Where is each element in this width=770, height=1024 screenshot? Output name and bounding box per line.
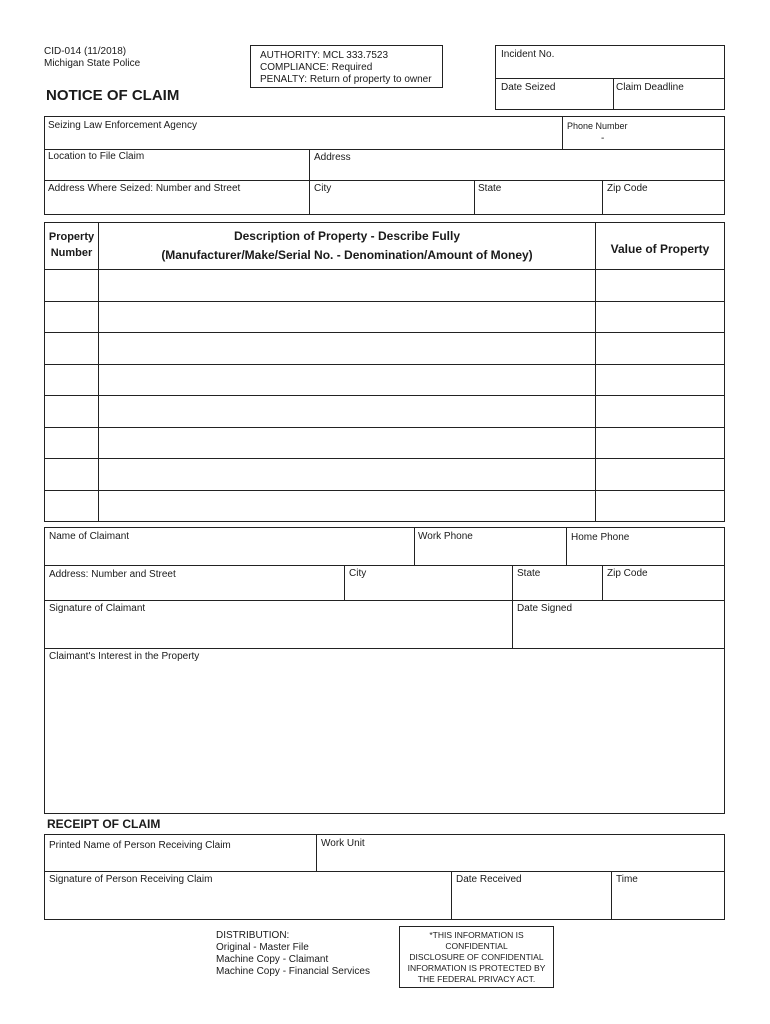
distribution-line: Original - Master File xyxy=(216,942,309,953)
address-input[interactable] xyxy=(311,164,721,178)
seizing-agency-label: Seizing Law Enforcement Agency xyxy=(48,120,197,131)
property-number-input[interactable] xyxy=(47,493,97,519)
city-label: City xyxy=(314,183,332,194)
property-number-input[interactable] xyxy=(47,398,97,424)
form-id: CID-014 (11/2018) xyxy=(44,46,127,57)
city-input[interactable] xyxy=(311,197,472,212)
claimant-name-label: Name of Claimant xyxy=(49,531,130,542)
privacy-line: THE FEDERAL PRIVACY ACT. xyxy=(417,974,536,984)
privacy-notice xyxy=(399,926,554,988)
authority-text: AUTHORITY: MCL 333.7523 xyxy=(260,50,389,61)
claim-deadline-label: Claim Deadline xyxy=(616,82,684,93)
signature-label: Signature of Claimant xyxy=(49,603,146,614)
privacy-line: CONFIDENTIAL xyxy=(445,941,508,951)
col-description: Description of Property - Describe Fully (Manufacturer/Make/Serial No. - Denomination/Amount of Money) xyxy=(161,229,533,262)
compliance-text: COMPLIANCE: Required xyxy=(260,62,373,73)
distribution xyxy=(216,930,370,978)
receipt-block xyxy=(44,834,725,920)
zip-input[interactable] xyxy=(604,197,721,212)
claimant-city-input[interactable] xyxy=(346,582,510,598)
property-description-input[interactable] xyxy=(101,367,593,393)
property-value-input[interactable] xyxy=(598,461,722,487)
privacy-line: DISCLOSURE OF CONFIDENTIAL xyxy=(409,952,544,962)
state-label: State xyxy=(478,183,502,194)
property-value-input[interactable] xyxy=(598,398,722,424)
property-value-input[interactable] xyxy=(598,430,722,456)
property-number-input[interactable] xyxy=(47,430,97,456)
incident-box xyxy=(495,45,725,110)
property-value-input[interactable] xyxy=(598,304,722,330)
property-description-input[interactable] xyxy=(101,304,593,330)
address-seized-label: Address Where Seized: Number and Street xyxy=(48,183,241,194)
date-received-input[interactable] xyxy=(453,891,609,915)
property-value-input[interactable] xyxy=(598,367,722,393)
date-signed-label: Date Signed xyxy=(517,603,573,614)
receipt-title: RECEIPT OF CLAIM xyxy=(47,817,161,831)
interest-input[interactable] xyxy=(47,666,722,811)
property-number-input[interactable] xyxy=(47,272,97,298)
work-phone-input[interactable] xyxy=(416,546,564,562)
penalty-text: PENALTY: Return of property to owner xyxy=(260,74,432,85)
claimant-address-input[interactable] xyxy=(47,582,342,598)
seizing-agency-input[interactable] xyxy=(47,133,559,147)
distribution-line: Machine Copy - Claimant xyxy=(216,954,329,965)
page-title: NOTICE OF CLAIM xyxy=(46,87,180,104)
receipt-signature-input[interactable] xyxy=(47,891,449,915)
property-table xyxy=(44,222,725,522)
claimant-state-label: State xyxy=(517,568,541,579)
date-seized-label: Date Seized xyxy=(501,82,556,93)
home-phone-input[interactable] xyxy=(568,546,722,562)
privacy-line: *THIS INFORMATION IS xyxy=(429,930,524,940)
printed-name-label: Printed Name of Person Receiving Claim xyxy=(49,840,231,851)
property-number-input[interactable] xyxy=(47,304,97,330)
col-value: Value of Property xyxy=(610,242,710,256)
property-value-input[interactable] xyxy=(598,493,722,519)
home-phone-label: Home Phone xyxy=(571,532,630,543)
zip-label: Zip Code xyxy=(607,183,648,194)
property-description-input[interactable] xyxy=(101,493,593,519)
col-property-number: Property Number xyxy=(48,231,95,259)
claimant-state-input[interactable] xyxy=(514,582,600,598)
distribution-title: DISTRIBUTION: xyxy=(216,930,290,941)
date-received-label: Date Received xyxy=(456,874,522,885)
property-description-input[interactable] xyxy=(101,398,593,424)
distribution-line: Machine Copy - Financial Services xyxy=(216,966,370,977)
interest-label: Claimant's Interest in the Property xyxy=(49,651,200,662)
claimant-signature-input[interactable] xyxy=(47,620,510,644)
printed-name-input[interactable] xyxy=(47,853,314,869)
state-input[interactable] xyxy=(476,197,600,212)
time-label: Time xyxy=(616,874,638,885)
date-seized-input[interactable] xyxy=(498,94,611,107)
address-seized-input[interactable] xyxy=(47,197,307,212)
agency-name: Michigan State Police xyxy=(44,58,141,69)
property-description-input[interactable] xyxy=(101,335,593,361)
time-input[interactable] xyxy=(613,891,722,915)
claimant-name-input[interactable] xyxy=(47,546,411,562)
property-number-input[interactable] xyxy=(47,335,97,361)
incident-no-label: Incident No. xyxy=(501,49,555,60)
property-description-input[interactable] xyxy=(101,272,593,298)
work-unit-input[interactable] xyxy=(318,853,722,869)
work-unit-label: Work Unit xyxy=(321,838,365,849)
property-description-input[interactable] xyxy=(101,430,593,456)
claimant-block xyxy=(44,527,725,814)
claim-deadline-input[interactable] xyxy=(615,94,722,107)
claimant-zip-label: Zip Code xyxy=(607,568,648,579)
phone-input[interactable] xyxy=(565,133,721,147)
property-number-input[interactable] xyxy=(47,367,97,393)
claimant-address-label: Address: Number and Street xyxy=(49,569,176,580)
date-signed-input[interactable] xyxy=(514,620,722,644)
property-description-input[interactable] xyxy=(101,461,593,487)
claimant-zip-input[interactable] xyxy=(604,582,722,598)
property-value-input[interactable] xyxy=(598,335,722,361)
receipt-signature-label: Signature of Person Receiving Claim xyxy=(49,874,213,885)
property-value-input[interactable] xyxy=(598,272,722,298)
seizure-block xyxy=(44,116,725,215)
property-number-input[interactable] xyxy=(47,461,97,487)
phone-dash: - xyxy=(601,133,605,144)
address-label: Address xyxy=(314,152,351,163)
location-label: Location to File Claim xyxy=(48,151,145,162)
privacy-line: INFORMATION IS PROTECTED BY xyxy=(407,963,546,973)
claimant-city-label: City xyxy=(349,568,367,579)
authority-box xyxy=(250,45,443,88)
phone-label: Phone Number xyxy=(567,121,628,131)
work-phone-label: Work Phone xyxy=(418,531,473,542)
incident-no-input[interactable] xyxy=(498,62,722,76)
location-input[interactable] xyxy=(47,164,307,178)
